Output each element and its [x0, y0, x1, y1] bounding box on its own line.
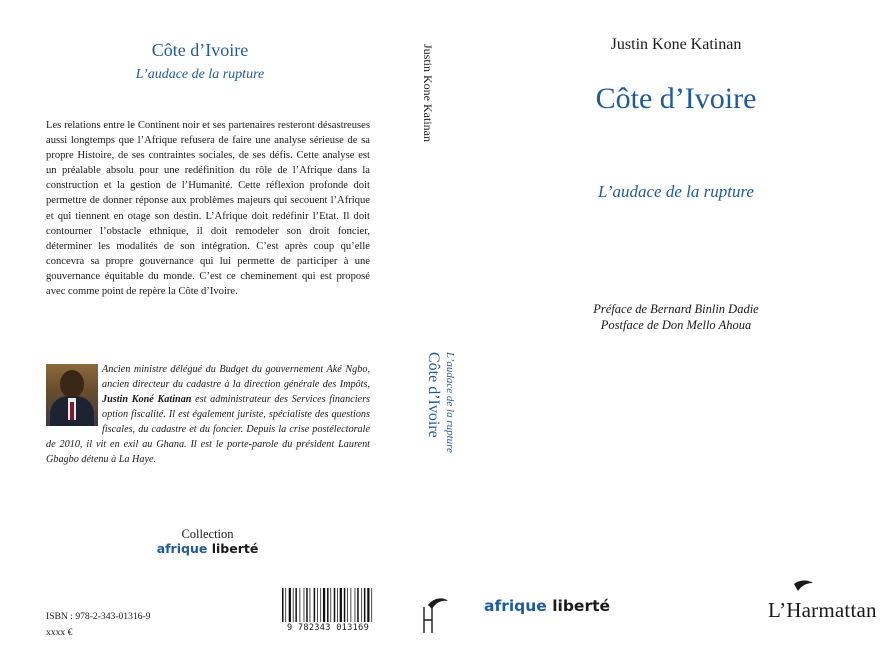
harmattan-logo-icon	[418, 595, 452, 635]
postface-credit: Postface de Don Mello Ahoua	[600, 318, 752, 332]
spine-author	[419, 44, 437, 154]
blurb-text: Les relations entre le Continent noir et ses partenaires resteront désastreuses aussi longtemps que l’Afrique refusera de faire une analyse sérieuse de sa propre Histoire, de ses contraintes sociales, de ses défis. Cette analyse est un préalable absolu pour une redéfinition du rôle de l’Afrique dans la construction et la gestion de l’Humanité. Cette réflexion profonde doit permettre de donner réponse aux problèmes majeurs qui secouent l’Afrique et qui tiennent en otage son destin. L’Afrique doit redéfinir l’Etat. Il doit contourner l’obstacle ethnique, il doit remodeler son droit foncier, déterminer les modalités de son intégration. C’est après coup qu’elle concevra sa propre gouvernance qui lui permette de participer à une gouvernance équitable du monde. C’est ce cheminement qui est proposé avec comme point de repère la Côte d’Ivoire.	[46, 120, 370, 298]
publisher-name: L’Harmattan	[768, 598, 877, 622]
preface-credit: Préface de Bernard Binlin Dadie	[593, 302, 759, 316]
spine-subtitle-text: L’audace de la rupture	[444, 352, 456, 453]
back-title: Côte d’Ivoire	[151, 40, 249, 60]
barcode-digits: 9 782343 013169	[286, 623, 370, 633]
price: xxxx €	[46, 627, 73, 638]
spine-author-text: Justin Kone Katinan	[421, 44, 435, 142]
collection-logo	[0, 541, 415, 556]
isbn: ISBN : 978-2-343-01316-9	[46, 611, 151, 622]
front-collection-logo	[484, 597, 610, 615]
barcode	[281, 588, 375, 632]
spine-title-text: Côte d’Ivoire	[425, 352, 442, 438]
spine-title	[422, 352, 444, 462]
front-subtitle: L’audace de la rupture	[598, 182, 754, 201]
back-cover	[0, 0, 400, 665]
front-logo-liberte: liberté	[546, 597, 611, 615]
publisher-logo	[768, 588, 884, 622]
front-title: Côte d’Ivoire	[595, 82, 757, 115]
collection-label: Collection	[181, 527, 234, 541]
bio-text-end: est administrateur des Services financiers option fiscalité. Il est également juriste, spécialiste des questions fiscales, du cadastre et du foncier. Depuis la crise postélectorale de 2010, il vit en exil au Ghana. Il est le porte-parole du président Laurent Gbagbo détenu à La Haye.	[46, 394, 370, 465]
front-author: Justin Kone Katinan	[610, 36, 742, 53]
front-cover	[468, 0, 884, 665]
bio-text-start: Ancien ministre délégué du Budget du gouvernement Aké Ngbo, ancien directeur du cadastre à la direction générale des Impôts,	[102, 364, 370, 390]
barcode-bars	[281, 588, 375, 622]
collection-logo-liberte: liberté	[207, 541, 259, 556]
spine	[400, 0, 468, 665]
spine-subtitle	[443, 352, 457, 462]
collection-logo-afrique: afrique	[156, 541, 208, 556]
front-logo-afrique: afrique	[484, 597, 547, 615]
author-bio	[46, 362, 370, 467]
back-subtitle: L’audace de la rupture	[135, 67, 265, 82]
bio-author-name: Justin Koné Katinan	[102, 394, 192, 405]
